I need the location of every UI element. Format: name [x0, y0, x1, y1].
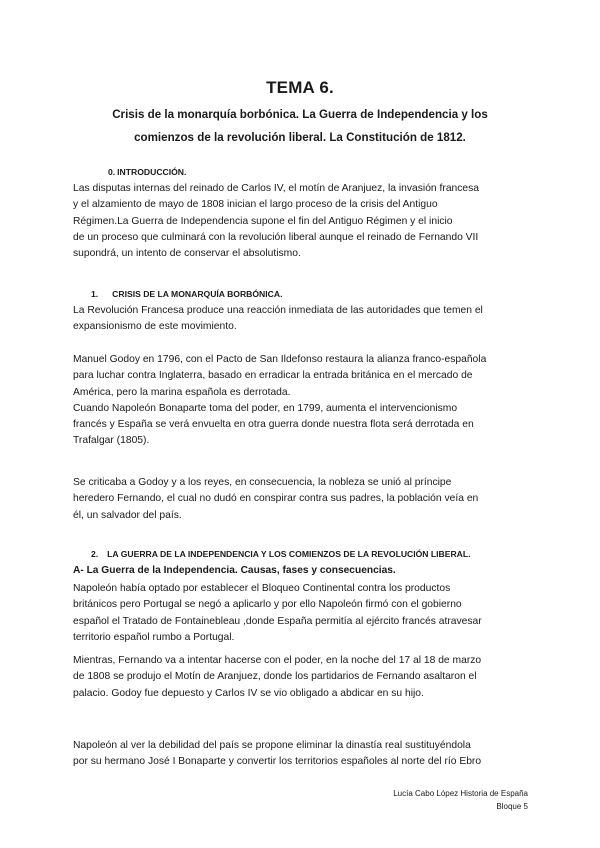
text-line: Régimen.La Guerra de Independencia supone el fin del Antiguo Régimen y el inicio [73, 215, 453, 227]
text-line: palacio. Godoy fue depuesto y Carlos IV se vio obligado a abdicar en su hijo. [73, 687, 424, 699]
text-line: para luchar contra Inglaterra, basado en erradicar la entrada británica en el mercado de [73, 370, 473, 382]
footer-block: Bloque 5 [496, 802, 528, 811]
text-line: expansionismo de este movimiento. [73, 321, 237, 333]
text-line: La Revolución Francesa produce una reacción inmediata de las autoridades que temen el [73, 305, 483, 316]
text-line: él, un salvador del país. [73, 509, 182, 521]
document-title: TEMA 6. [266, 78, 334, 97]
section-title: INTRODUCCIÓN. [117, 167, 187, 177]
section-number: 0. [108, 167, 116, 177]
paragraph-napoleon [73, 738, 528, 771]
section-heading-introduccion [108, 167, 186, 177]
text-line: Se criticaba a Godoy y a los reyes, en consecuencia, la nobleza se unió al príncipe [73, 477, 452, 488]
subtitle-line: comienzos de la revolución liberal. La Constitución de 1812. [134, 131, 466, 144]
paragraph-godoy [73, 352, 528, 450]
text-line: Trafalgar (1805). [73, 435, 150, 447]
footer-author: Lucía Cabo López Historia de España [393, 789, 528, 798]
text-line: francés y España se verá envuelta en otra guerra donde nuestra flota será derrotada en [73, 419, 474, 431]
subtitle-line: Crisis de la monarquía borbónica. La Guerra de Independencia y los [112, 108, 488, 121]
subsection-heading: A- La Guerra de la Independencia. Causas, fases y consecuencias. [73, 565, 396, 576]
section-number: 2. [91, 549, 99, 559]
paragraph-introduccion [73, 181, 528, 262]
text-line: Cuando Napoleón Bonaparte toma del poder, en 1799, aumenta el intervencionismo [73, 402, 458, 414]
text-line: supondrá, un intento de conservar el absolutismo. [73, 248, 301, 260]
section-heading-crisis [91, 289, 282, 299]
text-line: Napoleón había optado por establecer el Bloqueo Continental contra los productos [73, 583, 451, 594]
section-title: CRISIS DE LA MONARQUÍA BORBÓNICA. [112, 289, 283, 299]
text-line: territorio español rumbo a Portugal. [73, 631, 235, 643]
text-line: por su hermano José I Bonaparte y convertir los territorios españoles al norte del río Ebro [73, 756, 482, 768]
section-number: 1. [91, 289, 99, 299]
section-heading-guerra [91, 549, 471, 559]
paragraph-motin [73, 653, 528, 702]
paragraph-bloqueo [73, 581, 528, 646]
text-line: británicos pero Portugal se negó a aplicarlo y por ello Napoleón firmó con el gobierno [73, 599, 462, 611]
document-subtitle [70, 103, 530, 149]
text-line: Mientras, Fernando va a intentar hacerse con el poder, en la noche del 17 al 18 de marzo [73, 655, 482, 666]
page-footer [393, 787, 528, 813]
text-line: Las disputas internas del reinado de Carlos IV, el motín de Aranjuez, la invasión francesa [73, 183, 480, 194]
text-line: heredero Fernando, el cual no dudó en conspirar contra sus padres, la población veía en [73, 493, 479, 505]
text-line: español el Tratado de Fontainebleau ,donde España permitía al ejército francés atravesar [73, 615, 482, 627]
text-line: América, pero la marina española es derrotada. [73, 386, 291, 398]
text-line: y el alzamiento de mayo de 1808 inician el largo proceso de la crisis del Antiguo [73, 199, 438, 211]
text-line: de un proceso que culminará con la revolución liberal aunque el reinado de Fernando VII [73, 231, 479, 243]
paragraph-revolucion-francesa [73, 303, 528, 336]
text-line: Manuel Godoy en 1796, con el Pacto de San Ildefonso restaura la alianza franco-española [73, 354, 487, 365]
paragraph-critica [73, 475, 528, 524]
text-line: de 1808 se produjo el Motín de Aranjuez, donde los partidarios de Fernando asaltaron el [73, 671, 477, 683]
section-title: LA GUERRA DE LA INDEPENDENCIA Y LOS COMIENZOS DE LA REVOLUCIÓN LIBERAL. [107, 549, 471, 559]
text-line: Napoleón al ver la debilidad del país se propone eliminar la dinastía real sustituyéndola [73, 740, 471, 751]
